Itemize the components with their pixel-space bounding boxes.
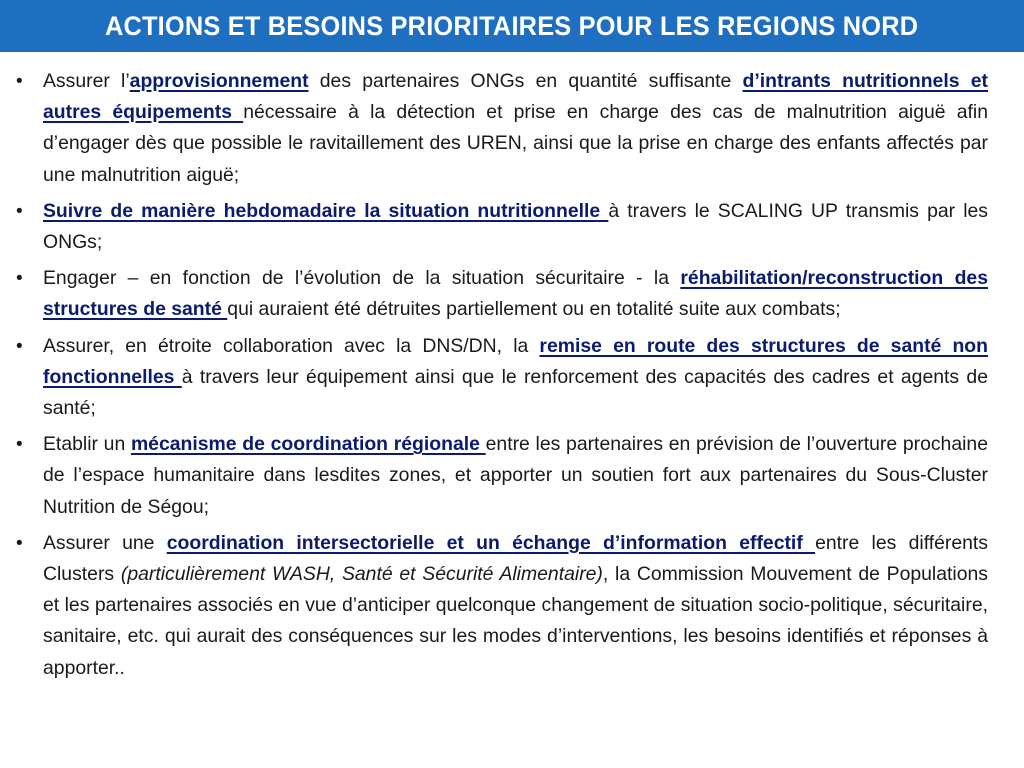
title-bar — [0, 0, 1024, 52]
bullet-highlight: Suivre de manière hebdomadaire la situation nutritionnelle — [43, 199, 609, 222]
bullet-dot-icon: • — [16, 200, 23, 222]
bullet-item-restart-structures — [16, 331, 988, 425]
bullet-text: Assurer, en étroite collaboration avec la DNS/DN, la — [43, 334, 540, 357]
bullet-item-weekly-monitoring — [16, 196, 988, 258]
bullet-text: Engager – en fonction de l’évolution de la situation sécuritaire - la — [43, 267, 681, 290]
bullet-text: Assurer une — [43, 531, 167, 554]
bullet-text: des partenaires ONGs en quantité suffisante — [308, 70, 743, 92]
bullet-highlight: mécanisme de coordination régionale — [130, 433, 486, 456]
bullet-item-intersectoral-coordination — [16, 528, 988, 684]
bullet-item-regional-coordination — [16, 429, 988, 523]
bullet-highlight: coordination intersectorielle et un échange d’information effectif — [166, 531, 816, 554]
bullet-dot-icon: • — [16, 532, 23, 554]
bullet-text: nécessaire à la détection et prise en charge des cas de malnutrition aiguë afin d’engager dès que possible le ravitaillement des UREN, ainsi que la prise en charge des enfants affectés par une malnutrition aiguë; — [43, 101, 988, 186]
bullet-dot-icon: • — [16, 434, 23, 456]
bullet-text: Assurer l’ — [43, 70, 130, 92]
bullet-dot-icon: • — [16, 71, 23, 92]
slide-title: ACTIONS ET BESOINS PRIORITAIRES POUR LES REGIONS NORD — [105, 10, 919, 41]
bullet-text: à travers le SCALING UP transmis par les ONGs; — [43, 199, 988, 254]
bullet-highlight: remise en route des structures de santé non fonctionnelles — [43, 334, 988, 388]
bullet-item-rehabilitation — [16, 263, 988, 325]
bullet-highlight: approvisionnement — [129, 70, 309, 92]
bullet-text: qui auraient été détruites partiellement ou en totalité suite aux combats; — [227, 298, 841, 321]
bullet-italic-text: (particulièrement WASH, Santé et Sécurité Alimentaire) — [120, 563, 603, 586]
bullet-list — [16, 66, 988, 689]
bullet-text: à travers leur équipement ainsi que le renforcement des capacités des cadres et agents de santé; — [43, 365, 988, 420]
bullet-dot-icon: • — [16, 335, 23, 357]
bullet-highlight: d’intrants nutritionnels et autres équipements — [43, 70, 988, 124]
bullet-highlight: réhabilitation/reconstruction des structures de santé — [43, 267, 988, 321]
bullet-text: , la Commission Mouvement de Populations et les partenaires associés en vue d’anticiper quelconque changement de situation socio-politique, sécuritaire, sanitaire, etc. qui aurait des conséquences sur les modes d’interventions, les besoins identifiés et réponses à apporter.. — [43, 563, 988, 679]
bullet-item-supply — [16, 66, 988, 191]
bullet-text: Etablir un — [43, 433, 131, 456]
bullet-dot-icon: • — [16, 268, 23, 290]
bullet-text: entre les différents Clusters — [43, 531, 989, 586]
bullet-text: entre les partenaires en prévision de l’ouverture prochaine de l’espace humanitaire dans lesdites zones, et apporter un soutien fort aux partenaires du Sous-Cluster Nutrition de Ségou; — [43, 433, 988, 518]
